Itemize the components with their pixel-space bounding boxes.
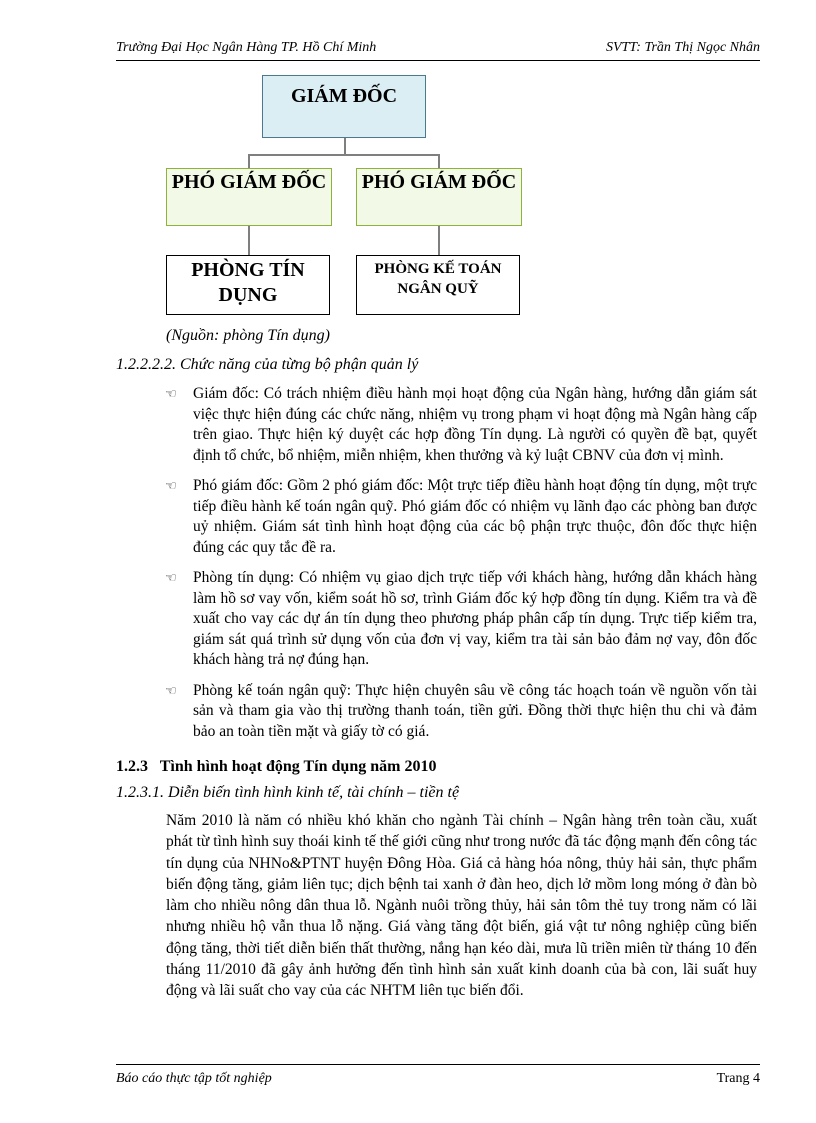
pointing-hand-icon: ☜ xyxy=(165,570,177,585)
source-note: (Nguồn: phòng Tín dụng) xyxy=(166,327,330,344)
section-heading-123: 1.2.3 Tình hình hoạt động Tín dụng năm 2010 xyxy=(116,758,437,775)
connector-line xyxy=(344,138,346,155)
function-list xyxy=(165,384,757,752)
section-heading-1231: 1.2.3.1. Diễn biến tình hình kinh tế, tài chính – tiền tệ xyxy=(116,784,460,801)
connector-line xyxy=(438,154,440,168)
page-footer xyxy=(116,1064,760,1089)
list-item xyxy=(165,568,757,671)
list-item xyxy=(165,681,757,743)
pointing-hand-icon: ☜ xyxy=(165,682,177,698)
body-paragraph: Năm 2010 là năm có nhiều khó khăn cho ngành Tài chính – Ngân hàng trên toàn cầu, xuất phát từ tình hình suy thoái kinh tế thế giới cũng như trong nước đã tác động mạnh đến công tác tín dụng của NHNo&PTNT huyện Đông Hòa. Giá cả hàng hóa nông, thủy hải sản, thực phẩm biến động tăng, giảm liên tục; dịch bệnh tai xanh ở đàn heo, dịch lở mồm long móng ở đàn bò làm cho nhiều nông dân thua lỗ. Ngành nuôi trồng thủy, hải sản tôm thẻ tuy trong năm có lãi nhưng nhiều hộ vẫn thua lỗ nặng. Giá vàng tăng đột biến, giá vật tư nông nghiệp cũng biến động tăng, thời tiết diễn biến thất thường, nắng hạn kéo dài, mưa lũ triền miên từ tháng 10 đến tháng 11/2010 đã gây ảnh hưởng đến tình hình sản xuất kinh doanh của bà con, lãi suất huy động và lãi suất cho vay của các NHTM liên tục biến đổi. xyxy=(166,812,757,1000)
list-item-text: Phó giám đốc: Gồm 2 phó giám đốc: Một trực tiếp điều hành hoạt động tín dụng, một trực tiếp điều hành kế toán ngân quỹ. Phó giám đốc có nhiệm vụ lãnh đạo các phòng ban được uỷ nhiệm. Giám sát tình hình hoạt động của các bộ phận trực thuộc, đôn đốc thực hiện đúng các quy tắc đề ra. xyxy=(193,477,757,556)
pointing-hand-icon: ☜ xyxy=(165,386,177,401)
connector-line xyxy=(248,154,250,168)
header-student: SVTT: Trần Thị Ngọc Nhân xyxy=(605,40,760,55)
page-header xyxy=(116,40,760,61)
connector-line xyxy=(248,226,250,255)
list-item xyxy=(165,476,757,558)
footer-title: Báo cáo thực tập tốt nghiệp xyxy=(116,1071,272,1086)
page-number: Trang 4 xyxy=(716,1071,760,1086)
connector-line xyxy=(438,226,440,255)
list-item-text: Phòng kế toán ngân quỹ: Thực hiện chuyên sâu về công tác hoạch toán về nguồn vốn tài sản và tham gia vào thị trường thanh toán, tiền gửi. Đồng thời thực hiện thu chi và đảm bảo an toàn tiền mặt và giấy tờ có giá. xyxy=(193,681,757,740)
list-item-text: Phòng tín dụng: Có nhiệm vụ giao dịch trực tiếp với khách hàng, hướng dẫn khách hàng làm hồ sơ vay vốn, kiểm soát hồ sơ, trình Giám đốc ký hợp đồng tín dụng. Kiểm tra và đề xuất cho vay các dự án tín dụng theo phương pháp phân cấp tín dụng. Trực tiếp kiểm tra, giám sát quá trình sử dụng vốn của đơn vị vay, kiểm tra tài sản bảo đảm nợ vay, đôn đốc khách hàng trả nợ đúng hạn. xyxy=(193,569,757,668)
director-box: GIÁM ĐỐC xyxy=(262,75,426,138)
pointing-hand-icon: ☜ xyxy=(165,478,177,493)
header-school: Trường Đại Học Ngân Hàng TP. Hồ Chí Minh xyxy=(116,40,377,55)
deputy-director-box-2: PHÓ GIÁM ĐỐC xyxy=(356,168,522,226)
list-item xyxy=(165,384,757,466)
credit-department-box: PHÒNG TÍN DỤNG xyxy=(166,255,330,315)
accounting-department-box: PHÒNG KẾ TOÁN NGÂN QUỸ xyxy=(356,255,520,315)
connector-line xyxy=(248,154,440,156)
section-heading-12222: 1.2.2.2.2. Chức năng của từng bộ phận quản lý xyxy=(116,356,419,373)
list-item-text: Giám đốc: Có trách nhiệm điều hành mọi hoạt động của Ngân hàng, hướng dẫn giám sát việc thực hiện đúng các chức năng, nhiệm vụ trong phạm vi hoạt động mà Ngân hàng cấp trên giao. Thực hiện ký duyệt các hợp đồng Tín dụng. Là người có quyền đề bạt, quyết định tổ chức, bổ nhiệm, miễn nhiệm, khen thưởng và kỷ luật CBNV của đơn vị mình. xyxy=(193,385,757,464)
deputy-director-box-1: PHÓ GIÁM ĐỐC xyxy=(166,168,332,226)
